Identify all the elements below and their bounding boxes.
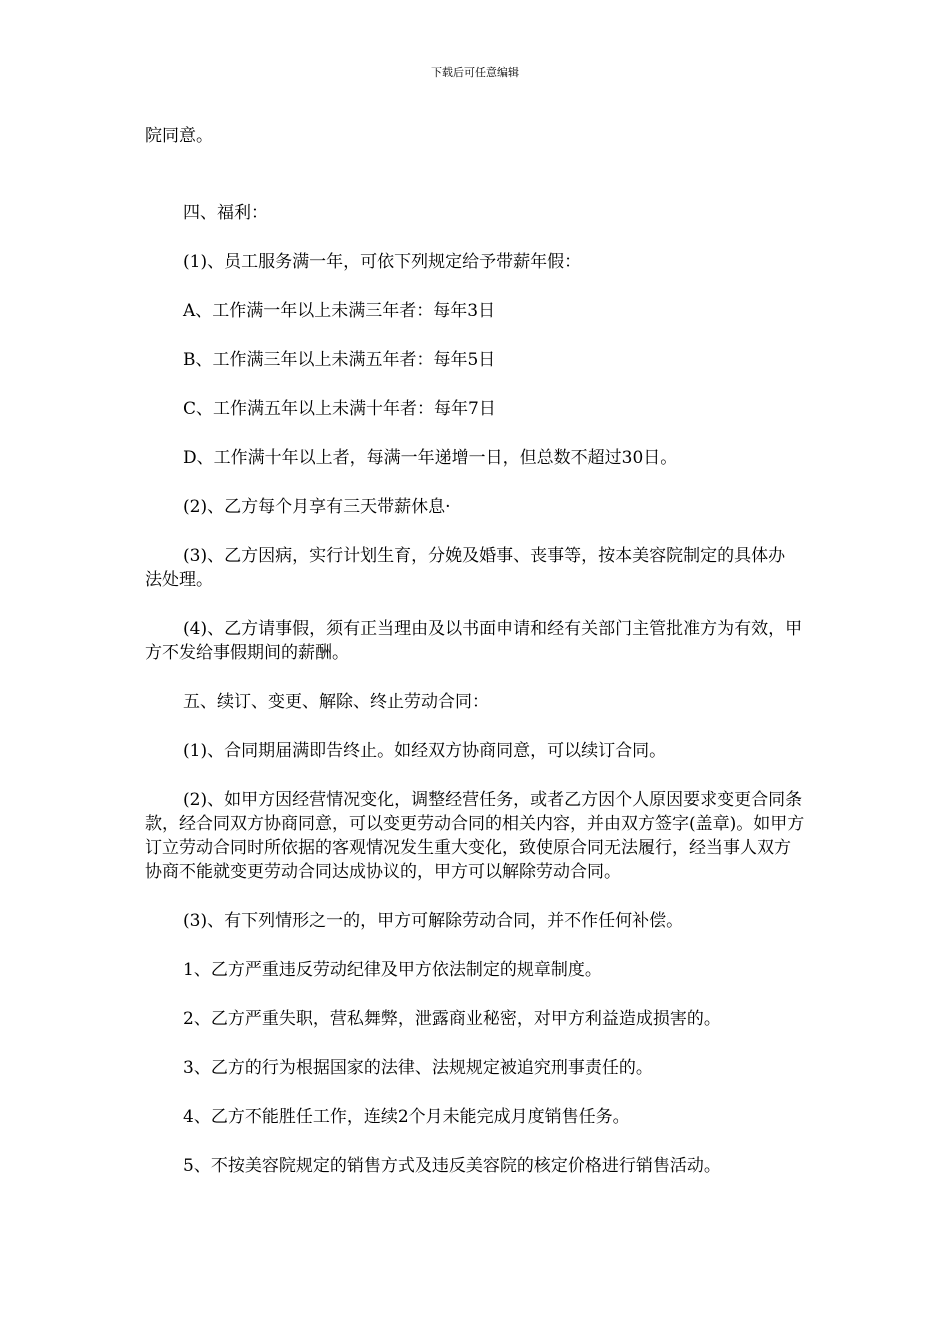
paragraph-10: (4)、乙方请事假，须有正当理由及以书面申请和经有关部门主管批准方为有效，甲方不发给事假期间的薪酬。 [145, 619, 803, 663]
paragraph-16: 2、乙方严重失职，营私舞弊，泄露商业秘密，对甲方利益造成损害的。 [183, 1009, 721, 1029]
page-header: 下载后可任意编辑 [431, 66, 519, 79]
paragraph-15: 1、乙方严重违反劳动纪律及甲方依法制定的规章制度。 [183, 960, 602, 980]
paragraph-7: D、工作满十年以上者，每满一年递增一日，但总数不超过30日。 [183, 448, 678, 468]
paragraph-19: 5、不按美容院规定的销售方式及违反美容院的核定价格进行销售活动。 [183, 1156, 721, 1176]
document-body [145, 124, 805, 1178]
paragraph-8: (2)、乙方每个月享有三天带薪休息· [183, 497, 451, 517]
paragraph-11: 五、续订、变更、解除、终止劳动合同： [183, 692, 489, 712]
paragraph-4: A、工作满一年以上未满三年者：每年3日 [183, 301, 496, 321]
paragraph-13: (2)、如甲方因经营情况变化，调整经营任务，或者乙方因个人原因要求变更合同条款，经合同双方协商同意，可以变更劳动合同的相关内容，并由双方签字(盖章)。如甲方订立劳动合同时所依据的客观情况发生重大变化，致使原合同无法履行，经当事人双方协商不能就变更劳动合同达成协议的，甲方可以解除劳动合同。 [145, 790, 805, 882]
paragraph-9: (3)、乙方因病，实行计划生育，分娩及婚事、丧事等，按本美容院制定的具体办 法处理。 [145, 546, 786, 590]
paragraph-12: (1)、合同期届满即告终止。如经双方协商同意，可以续订合同。 [183, 741, 667, 761]
paragraph-14: (3)、有下列情形之一的，甲方可解除劳动合同，并不作任何补偿。 [183, 911, 684, 931]
paragraph-5: B、工作满三年以上未满五年者：每年5日 [183, 350, 496, 370]
paragraph-3: (1)、员工服务满一年，可依下列规定给予带薪年假： [183, 252, 582, 272]
paragraph-6: C、工作满五年以上未满十年者：每年7日 [183, 399, 496, 419]
paragraph-17: 3、乙方的行为根据国家的法律、法规规定被追究刑事责任的。 [183, 1058, 653, 1078]
paragraph-1: 院同意。 [145, 126, 213, 146]
paragraph-18: 4、乙方不能胜任工作，连续2个月未能完成月度销售任务。 [183, 1107, 630, 1127]
paragraph-2: 四、福利： [183, 203, 268, 223]
